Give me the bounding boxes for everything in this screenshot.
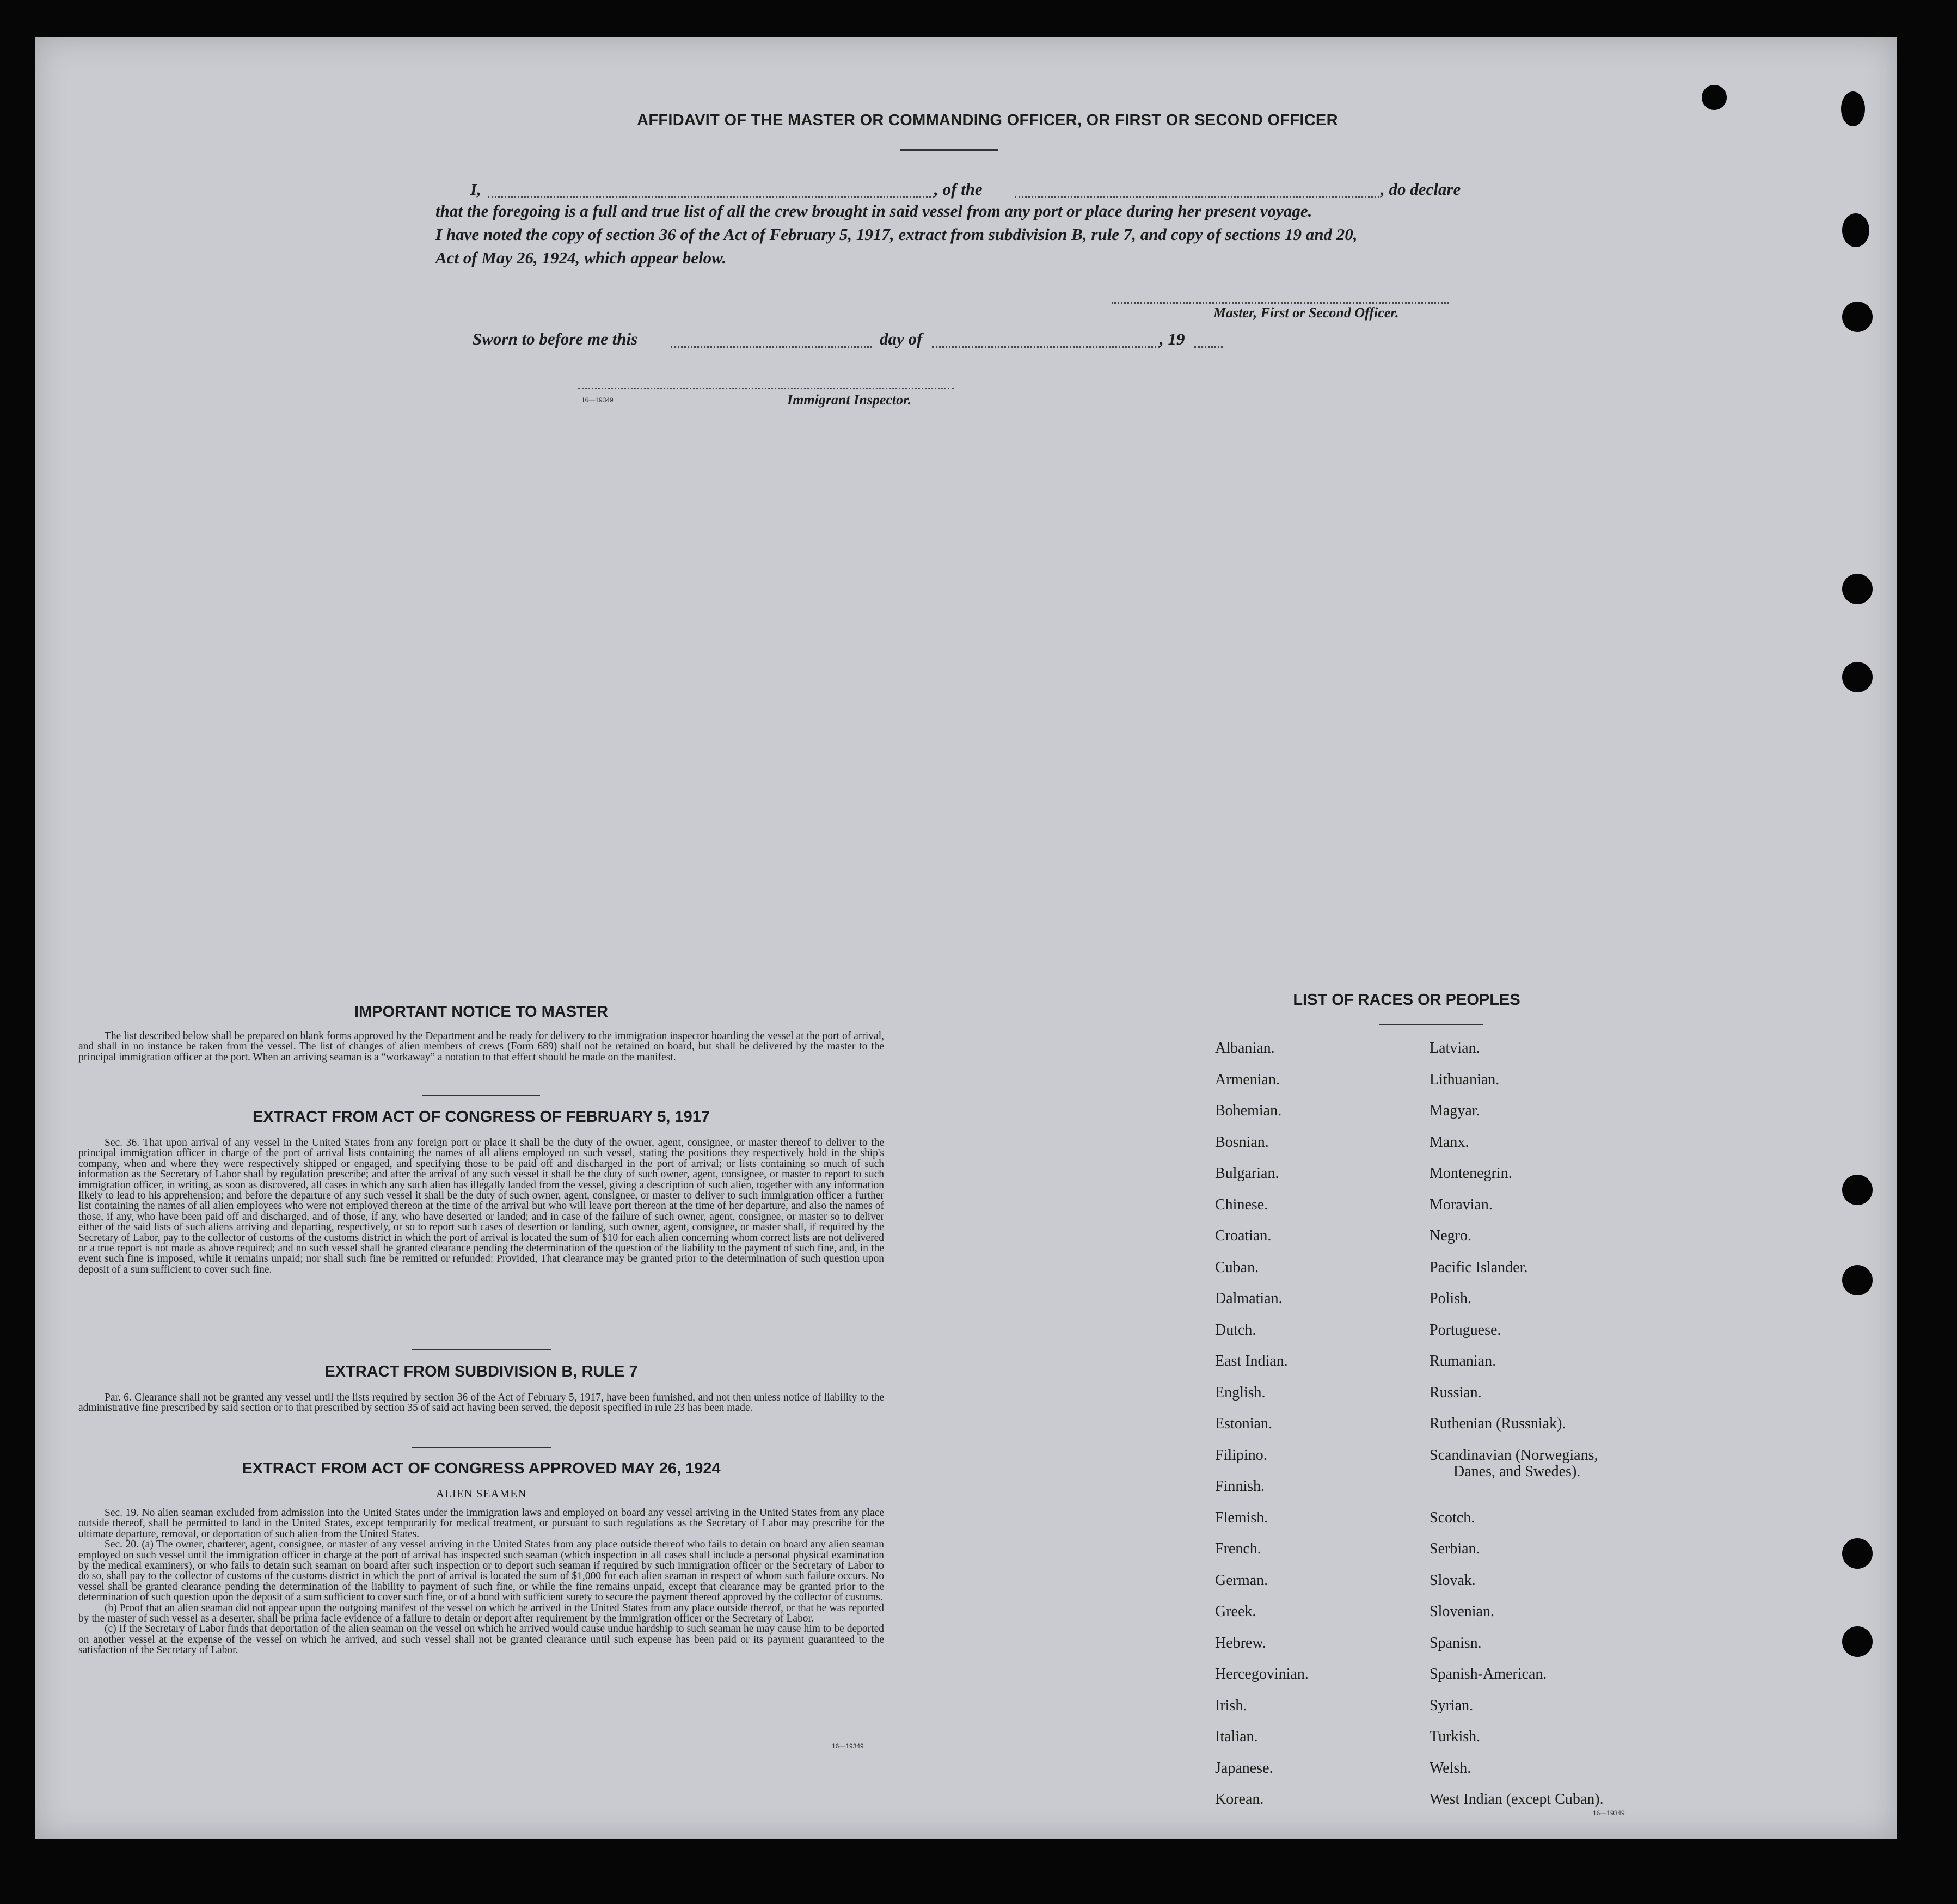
affidavit-title: AFFIDAVIT OF THE MASTER OR COMMANDING OFFICER, OR FIRST OR SECOND OFFICER xyxy=(637,112,1338,129)
race-item: Montenegrin. xyxy=(1430,1165,1512,1182)
inspector-signature-line xyxy=(578,388,954,389)
race-item: Lithuanian. xyxy=(1430,1071,1500,1088)
notice-text: The list described below shall be prepared on blank forms approved by the Department and be ready for delivery to the immigration inspector boarding the vessel at the port of arrival, and shall in no instance be taken from the vessel. The list of changes of alien members of crews (Form 689) shall not be retained on board, but shall be delivered by the master to the principal immigration officer at the port. When an arriving seaman is a “workaway” a notation to that effect should be made on the manifest. xyxy=(78,1030,884,1063)
punch-hole xyxy=(1842,1626,1873,1657)
divider xyxy=(412,1349,551,1350)
paragraph-6-text: Par. 6. Clearance shall not be granted any vessel until the lists required by section 36 of the Act of February 5, 1917, have been furnished, and not then unless notice of liability to the administrative fine prescribed by said section or to that prescribed by section 35 of said act having been served, the deposit specified in rule 23 has been made. xyxy=(78,1392,884,1414)
race-item: Manx. xyxy=(1430,1133,1469,1151)
race-item: German. xyxy=(1215,1571,1268,1589)
race-item: English. xyxy=(1215,1384,1266,1401)
race-item: Dalmatian. xyxy=(1215,1290,1283,1307)
punch-hole xyxy=(1842,302,1873,332)
race-item: Bosnian. xyxy=(1215,1133,1269,1151)
race-item: Turkish. xyxy=(1430,1728,1481,1745)
subdivision-b-title: EXTRACT FROM SUBDIVISION B, RULE 7 xyxy=(324,1363,638,1380)
race-item: Rumanian. xyxy=(1430,1353,1496,1369)
race-item: Pacific Islander. xyxy=(1430,1258,1528,1276)
race-item: Armenian. xyxy=(1215,1071,1280,1088)
race-item: Moravian. xyxy=(1430,1196,1493,1213)
race-item: Bohemian. xyxy=(1215,1102,1282,1119)
race-item: Greek. xyxy=(1215,1603,1256,1620)
race-item: Irish. xyxy=(1215,1697,1247,1714)
race-item: East Indian. xyxy=(1215,1353,1288,1369)
race-item: Finnish. xyxy=(1215,1478,1265,1495)
punch-hole xyxy=(1842,1175,1873,1205)
race-item: Spanisn. xyxy=(1430,1634,1482,1651)
race-item: French. xyxy=(1215,1540,1261,1557)
race-item: Magyar. xyxy=(1430,1102,1480,1119)
race-item: Scandinavian (Norwegians, xyxy=(1430,1446,1598,1464)
notice-title: IMPORTANT NOTICE TO MASTER xyxy=(354,1003,609,1021)
race-item: Flemish. xyxy=(1215,1509,1268,1526)
race-item: Chinese. xyxy=(1215,1196,1268,1213)
master-signature-label: Master, First or Second Officer. xyxy=(1213,305,1399,321)
race-item: West Indian (except Cuban). xyxy=(1430,1791,1604,1808)
form-number: 16—19349 xyxy=(581,396,614,404)
month-blank xyxy=(932,346,1160,348)
section-19-text: Sec. 19. No alien seaman excluded from admission into the United States under the immigration laws and employed on board any vessel arriving in the United States from any place outside thereof, shall be permitted to land in the United States, except temporarily for medical treatment, or pursuant to such regulations as the Secretary of Labor may prescribe for the ultimate departure, removal, or deportation of such alien from the United States. xyxy=(78,1507,884,1540)
do-declare-label: , do declare xyxy=(1381,180,1461,199)
race-item: Spanish-American. xyxy=(1430,1666,1547,1682)
race-item: Latvian. xyxy=(1430,1040,1480,1057)
races-title: LIST OF RACES OR PEOPLES xyxy=(1293,991,1520,1009)
race-item: Danes, and Swedes). xyxy=(1453,1463,1581,1480)
punch-hole xyxy=(1842,213,1869,247)
punch-hole xyxy=(1842,574,1873,604)
i-label: I, xyxy=(470,180,481,199)
extract-1917-title: EXTRACT FROM ACT OF CONGRESS OF FEBRUARY 5, 1917 xyxy=(252,1108,710,1126)
vessel-blank xyxy=(1015,196,1379,198)
punch-hole xyxy=(1842,662,1873,692)
race-item: Portuguese. xyxy=(1430,1321,1501,1338)
extract-1924-title: EXTRACT FROM ACT OF CONGRESS APPROVED MAY 26, 1924 xyxy=(242,1460,721,1477)
inspector-signature-label: Immigrant Inspector. xyxy=(787,392,912,408)
year-prefix: , 19 xyxy=(1160,329,1185,348)
race-item: Estonian. xyxy=(1215,1415,1272,1432)
alien-seamen-subtitle: ALIEN SEAMEN xyxy=(435,1487,527,1500)
race-item: Filipino. xyxy=(1215,1446,1267,1464)
race-item: Japanese. xyxy=(1215,1759,1273,1777)
punch-hole xyxy=(1702,85,1727,110)
affidavit-line-3: I have noted the copy of section 36 of the Act of February 5, 1917, extract from subdivision B, rule 7, and copy of sections 19 and 20, xyxy=(435,225,1358,244)
races-column-2 xyxy=(1430,1040,1604,1822)
divider xyxy=(412,1447,551,1448)
section-20b-text: (b) Proof that an alien seaman did not appear upon the outgoing manifest of the vessel on which he arrived in the United States from any place outside thereof, or that he was reported by the master of such vessel as a deserter, shall be prima facie evidence of a failure to detain or deport after requirement by the immigration officer or the Secretary of Labor. xyxy=(78,1602,884,1625)
race-item: Slovak. xyxy=(1430,1571,1476,1589)
race-item: Welsh. xyxy=(1430,1759,1471,1777)
divider xyxy=(422,1095,540,1096)
race-item: Albanian. xyxy=(1215,1040,1275,1057)
race-item: Cuban. xyxy=(1215,1258,1259,1276)
race-item: Serbian. xyxy=(1430,1540,1480,1557)
sworn-label: Sworn to before me this xyxy=(473,329,638,348)
races-column-1 xyxy=(1215,1040,1309,1822)
race-item: Korean. xyxy=(1215,1791,1264,1808)
form-number: 16—19349 xyxy=(832,1742,864,1750)
year-blank xyxy=(1194,346,1223,348)
title-underline xyxy=(900,149,998,151)
punch-hole xyxy=(1842,1538,1873,1569)
race-item: Italian. xyxy=(1215,1728,1258,1745)
section-36-text: Sec. 36. That upon arrival of any vessel in the United States from any foreign port or place it shall be the duty of the owner, agent, consignee, or master thereof to deliver to the principal immigration officer in charge of the port of arrival lists containing the names of all aliens employed on such vessel, stating the positions they respectively hold in the ship's company, when and where they were respectively shipped or engaged, and specifying those to be paid off and discharged in the port of arrival; or lists containing so much of such information as the Secretary of Labor shall by regulation prescribe; and after the arrival of any such vessel it shall be the duty of such owner, agent, consignee, or master to report to such immigration officer, in writing, as soon as discovered, all cases in which any such alien has illegally landed from the vessel, giving a description of such alien, together with any information likely to lead to his apprehension; and before the departure of any such vessel it shall be the duty of such owner, agent, consignee, or master to deliver to such immigration officer a further list containing the names of all alien employees who were not employed thereon at the time of the arrival but who will leave port thereon at the time of her departure, and also the names of those, if any, who have been paid off and discharged, and of those, if any, who have deserted or landed; and in case of the failure of such owner, agent, consignee, or master so to deliver either of the said lists of such aliens arriving and departing, respectively, or so to report such cases of desertion or landing, such owner, agent, consignee, or master shall, if required by the Secretary of Labor, pay to the collector of customs of the customs district in which the port of arrival is located the sum of $10 for each alien concerning whom correct lists are not delivered or a true report is not made as above required; and no such vessel shall be granted clearance pending the determination of the question of the liability to the payment of such fine, and, in the event such fine is imposed, while it remains unpaid; nor shall such fine be remitted or refunded: Provided, That clearance may be granted prior to the determination of such question upon deposit of a sum sufficient to cover such fine. xyxy=(78,1137,884,1275)
document-page xyxy=(35,37,1897,1839)
notice-body xyxy=(78,1031,884,1062)
master-signature-line xyxy=(1112,302,1449,304)
extract-1924-body xyxy=(78,1508,884,1656)
race-item: Scotch. xyxy=(1430,1509,1475,1526)
subdivision-b-body xyxy=(78,1392,884,1414)
punch-hole xyxy=(1842,1265,1873,1295)
race-item: Ruthenian (Russniak). xyxy=(1430,1415,1566,1432)
race-item: Hercegovinian. xyxy=(1215,1666,1309,1682)
day-blank xyxy=(671,346,872,348)
race-item: Syrian. xyxy=(1430,1697,1474,1714)
extract-1917-body xyxy=(78,1138,884,1275)
affidavit-line-2: that the foregoing is a full and true list of all the crew brought in said vessel from any port or place during her present voyage. xyxy=(435,201,1312,220)
race-item: Negro. xyxy=(1430,1227,1471,1244)
punch-hole xyxy=(1841,91,1865,126)
day-of-label: day of xyxy=(880,329,923,348)
race-item: Hebrew. xyxy=(1215,1634,1266,1651)
section-20a-text: Sec. 20. (a) The owner, charterer, agent, consignee, or master of any vessel arriving in the United States from any place outside thereof who fails to detain on board any alien seaman employed on such vessel until the immigration officer in charge at the port of arrival has inspected such seaman (which inspection in all cases shall include a personal physical examination by the medical examiners), or who fails to detain such seaman on board after such inspection or to deport such seaman if required by such immigration officer or the Secretary of Labor to do so, shall pay to the collector of customs of the customs district in which the port of arrival is located the sum of $1,000 for each alien seaman in respect of whom such failure occurs. No vessel shall be granted clearance pending the determination of the liability to payment of such fine, or while the fine remains unpaid, except that clearance may be granted prior to the determination of such question upon the deposit of a sum sufficient to cover such fine, or of a bond with sufficient surety to secure the payment thereof approved by the collector of customs. xyxy=(78,1539,884,1604)
of-the-label: , of the xyxy=(934,180,983,199)
race-item: Slovenian. xyxy=(1430,1603,1494,1620)
name-blank xyxy=(488,196,934,198)
race-item: Polish. xyxy=(1430,1290,1472,1307)
section-20c-text: (c) If the Secretary of Labor finds that deportation of the alien seaman on the vessel on which he arrived would cause undue hardship to such seaman he may cause him to be deported on another vessel at the expense of the vessel on which he arrived, and such vessel shall not be granted clearance until such expense has been paid or its payment guaranteed to the satisfaction of the Secretary of Labor. xyxy=(78,1623,884,1656)
race-item: Bulgarian. xyxy=(1215,1165,1279,1182)
affidavit-line-4: Act of May 26, 1924, which appear below. xyxy=(435,248,727,267)
race-item: Croatian. xyxy=(1215,1227,1272,1244)
race-item: Russian. xyxy=(1430,1384,1482,1401)
race-item: Dutch. xyxy=(1215,1321,1256,1338)
races-title-underline xyxy=(1379,1024,1483,1025)
form-number: 16—19349 xyxy=(1593,1809,1625,1817)
